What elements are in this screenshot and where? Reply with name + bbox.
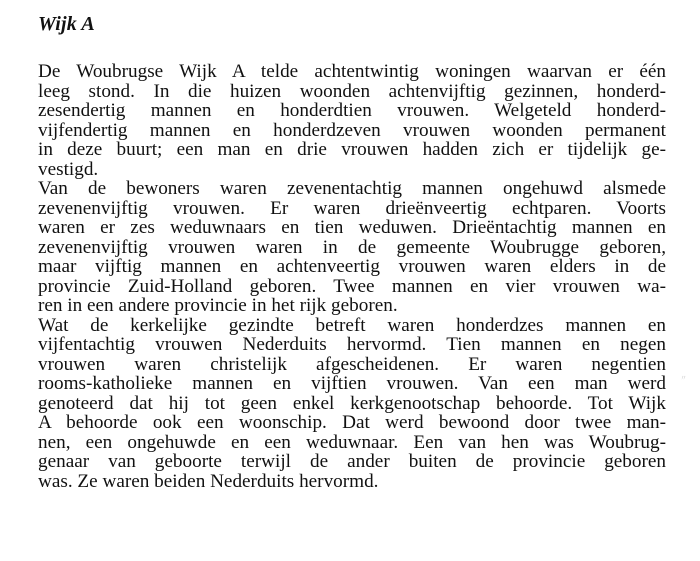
text-line: genoteerd dat hij tot geen enkel kerkgenootschap behoorde. Tot Wijk xyxy=(38,392,666,414)
text-line: nen, een ongehuwde en een weduwnaar. Een van hen was Woubrug- xyxy=(38,431,666,453)
text-line: provincie Zuid-Holland geboren. Twee mannen en vier vrouwen wa- xyxy=(38,275,666,297)
text-line: zevenenvijftig vrouwen. Er waren drieënveertig echtparen. Voorts xyxy=(38,197,666,219)
text-line: zevenenvijftig vrouwen waren in de gemeente Woubrugge geboren, xyxy=(38,236,666,258)
text-line: in deze buurt; een man en drie vrouwen hadden zich er tijdelijk ge- xyxy=(38,139,666,160)
text-line: Wat de kerkelijke gezindte betreft waren honderdzes mannen en xyxy=(38,314,666,336)
text-line: vijfentachtig vrouwen Nederduits hervormd. Tien mannen en negen xyxy=(38,334,666,355)
section-title: Wijk A xyxy=(38,13,95,35)
text-line: vrouwen waren christelijk afgescheidenen. Er waren negentien xyxy=(38,353,666,375)
text-line: genaar van geboorte terwijl de ander buiten de provincie geboren xyxy=(38,451,666,472)
scan-speck: 〃 xyxy=(680,374,687,382)
text-line: rooms-katholieke mannen en vijftien vrouwen. Van een man werd xyxy=(38,373,666,394)
text-line: zesendertig mannen en honderdtien vrouwen. Welgeteld honderd- xyxy=(38,100,666,121)
text-line: vijfendertig mannen en honderdzeven vrouwen woonden permanent xyxy=(38,119,666,141)
text-line: De Woubrugse Wijk A telde achtentwintig woningen waarvan er één xyxy=(38,61,666,82)
text-line: Van de bewoners waren zevenentachtig mannen ongehuwd alsmede xyxy=(38,178,666,199)
text-line: maar vijftig mannen en achtenveertig vrouwen waren elders in de xyxy=(38,256,666,277)
body-text xyxy=(38,62,666,491)
text-line: vestigd. xyxy=(38,158,99,180)
text-line: ren in een andere provincie in het rijk geboren. xyxy=(38,295,398,316)
text-line: leeg stond. In die huizen woonden achtenvijftig gezinnen, honderd- xyxy=(38,80,666,102)
text-line: was. Ze waren beiden Nederduits hervormd. xyxy=(38,470,379,492)
text-line: A behoorde ook een woonschip. Dat werd bewoond door twee man- xyxy=(38,412,666,433)
text-line: waren er zes weduwnaars en tien weduwen. Drieëntachtig mannen en xyxy=(38,217,666,238)
